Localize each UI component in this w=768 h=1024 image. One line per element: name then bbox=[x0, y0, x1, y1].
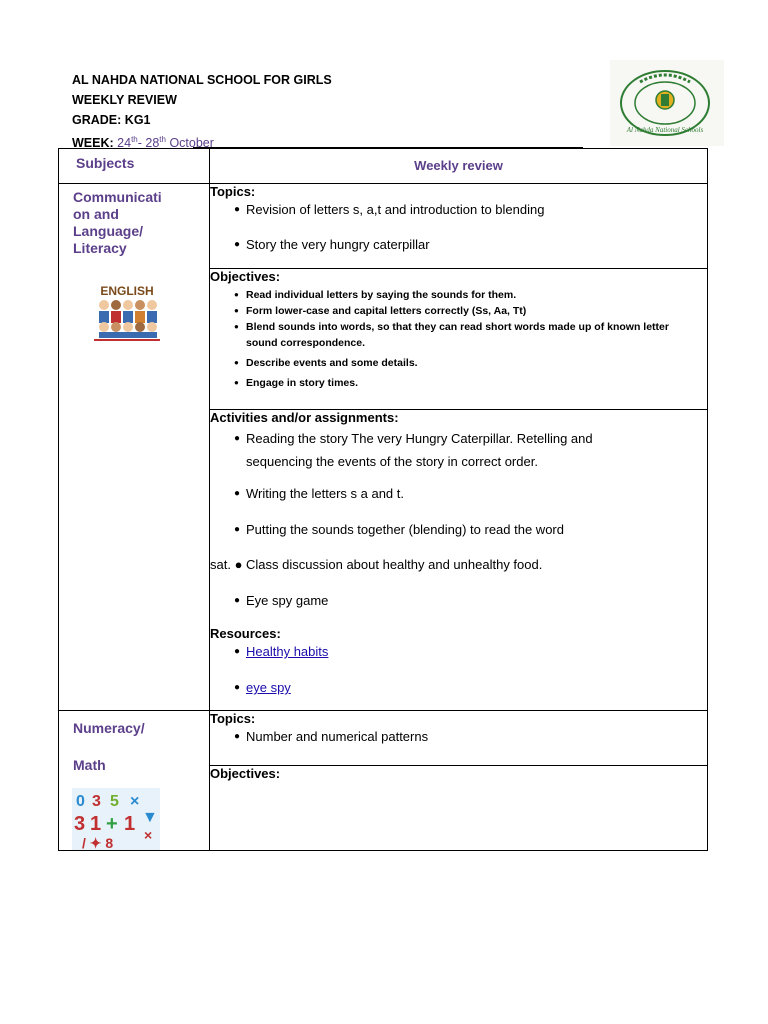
topics-label: Topics: bbox=[210, 184, 256, 199]
col-header-review: Weekly review bbox=[210, 149, 708, 184]
activities-label: Activities and/or assignments: bbox=[210, 410, 399, 425]
school-crest-icon bbox=[610, 60, 724, 146]
link-eye-spy[interactable]: eye spy bbox=[246, 680, 291, 695]
literacy-topics-row bbox=[59, 184, 708, 269]
svg-text:+: + bbox=[106, 813, 118, 835]
resource-item bbox=[234, 679, 707, 697]
objective-item: ● Engage in story times. bbox=[234, 375, 707, 391]
svg-text:0: 0 bbox=[76, 793, 85, 810]
math-objectives-cell bbox=[210, 766, 708, 851]
math-topics-cell bbox=[210, 711, 708, 766]
col-header-subjects: Subjects bbox=[59, 149, 210, 184]
week-range: 24th- 28th October bbox=[117, 135, 214, 151]
svg-text:/ ✦ 8: / ✦ 8 bbox=[82, 835, 114, 850]
school-name: AL NAHDA NATIONAL SCHOOL FOR GIRLS bbox=[72, 73, 332, 87]
subject-math bbox=[59, 711, 210, 851]
grade-line: GRADE: KG1 bbox=[72, 113, 151, 127]
subject-literacy-name: Communicati on and Language/ Literacy bbox=[73, 189, 162, 256]
resources-label: Resources: bbox=[210, 626, 281, 641]
objective-item: ● Read individual letters by saying the sounds for them. bbox=[234, 287, 707, 303]
svg-text:1: 1 bbox=[90, 813, 102, 835]
svg-text:5: 5 bbox=[110, 793, 119, 810]
table-header-row bbox=[59, 149, 708, 184]
objective-item: ● Blend sounds into words, so that they can read short words made up of known letter sound correspondence. bbox=[234, 319, 707, 351]
svg-text:▼: ▼ bbox=[142, 809, 158, 826]
resource-item bbox=[234, 643, 707, 661]
topic-item: ● Revision of letters s, a,t and introduction to blending bbox=[234, 201, 707, 219]
svg-text:1: 1 bbox=[124, 813, 136, 835]
topic-item: ● Story the very hungry caterpillar bbox=[234, 236, 707, 254]
document-header bbox=[72, 70, 332, 153]
objectives-label: Objectives: bbox=[210, 766, 281, 782]
grade-value: KG1 bbox=[124, 113, 151, 127]
objective-item: ● Form lower-case and capital letters correctly (Ss, Aa, Tt) bbox=[234, 303, 707, 319]
link-healthy-habits[interactable]: Healthy habits bbox=[246, 644, 329, 659]
week-line: WEEK: 24th- 28th October bbox=[72, 135, 214, 151]
literacy-topics-cell bbox=[210, 184, 708, 269]
svg-text:ENGLISH: ENGLISH bbox=[100, 284, 154, 298]
english-kids-image bbox=[94, 281, 160, 343]
activity-item: ● Reading the story The very Hungry Caterpillar. Retelling and sequencing the events of the story in correct order. bbox=[234, 427, 707, 473]
school-logo bbox=[610, 60, 724, 146]
subject-math-name: Numeracy/ Math bbox=[73, 720, 145, 773]
numbers-image bbox=[72, 788, 160, 850]
literacy-activities-cell bbox=[210, 410, 708, 711]
activity-item-continued: sat. ● Class discussion about healthy and unhealthy food. bbox=[210, 557, 543, 572]
math-topics-row bbox=[59, 711, 708, 766]
svg-text:3: 3 bbox=[74, 813, 86, 835]
topic-item: ● Number and numerical patterns bbox=[234, 728, 707, 746]
activity-item: ● Eye spy game bbox=[234, 592, 707, 610]
topics-label: Topics: bbox=[210, 711, 256, 726]
subject-literacy bbox=[59, 184, 210, 711]
objectives-label: Objectives: bbox=[210, 269, 281, 284]
activity-item: ● Putting the sounds together (blending) to read the word bbox=[234, 521, 707, 539]
objective-item: ● Describe events and some details. bbox=[234, 355, 707, 371]
svg-text:×: × bbox=[144, 827, 153, 843]
literacy-objectives-cell bbox=[210, 269, 708, 410]
svg-text:3: 3 bbox=[92, 793, 101, 810]
activity-item: ● Writing the letters s a and t. bbox=[234, 485, 707, 503]
svg-text:×: × bbox=[130, 793, 140, 810]
weekly-review-table bbox=[58, 148, 708, 851]
svg-text:Al Nahda National Schools: Al Nahda National Schools bbox=[626, 126, 704, 134]
document-title: WEEKLY REVIEW bbox=[72, 93, 177, 107]
